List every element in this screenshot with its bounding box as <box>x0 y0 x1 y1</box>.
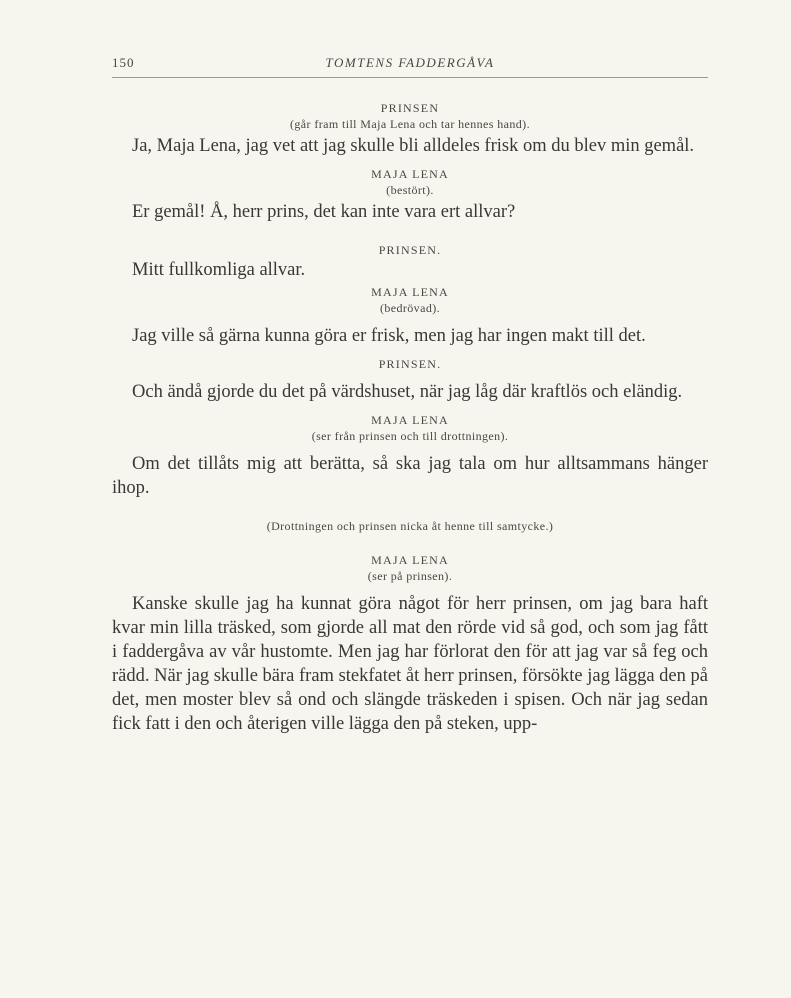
play-text <box>112 100 708 736</box>
speech-text: Jag ville så gärna kunna göra er frisk, men jag har ingen makt till det. <box>132 326 646 346</box>
stage-direction: (går fram till Maja Lena och tar hennes hand). <box>290 117 530 131</box>
speech-text: Kanske skulle jag ha kunnat göra något för herr prinsen, om jag bara haft kvar min lilla träsked, som gjorde all mat den rörde vid så god, och som jag fått i faddergåva av vår hustomte. Men jag har förlorat den för att jag var så feg och rädd. När jag skulle bära fram stekfatet åt herr prinsen, försökte jag lägga den på det, men moster blev så ond och slängde träskeden i spisen. Och när jag sedan fick fatt i den och återigen ville lägga den på steken, upp- <box>112 594 708 734</box>
page-number: 150 <box>112 55 135 70</box>
speaker-name: PRINSEN. <box>378 243 442 257</box>
speaker-name: MAJA LENA <box>371 167 449 181</box>
dialogue-block <box>112 242 708 282</box>
dialogue-block <box>112 284 708 348</box>
running-title: TOMTENS FADDERGÅVA <box>325 55 495 70</box>
dialogue-block <box>112 100 708 158</box>
dialogue-block <box>112 166 708 224</box>
speaker-name: MAJA LENA <box>371 553 449 567</box>
speaker-name: PRINSEN. <box>378 357 442 371</box>
speech-text: Om det tillåts mig att berätta, så ska jag tala om hur alltsammans hänger ihop. <box>112 454 708 498</box>
stage-direction: (ser på prinsen). <box>367 569 453 583</box>
speech-text: Och ändå gjorde du det på värdshuset, när jag låg där kraftlös och eländig. <box>132 382 683 402</box>
dialogue-block <box>112 356 708 404</box>
speaker-name: MAJA LENA <box>371 285 449 299</box>
dialogue-block <box>112 412 708 500</box>
stage-block <box>112 518 708 534</box>
speaker-name: PRINSEN <box>380 101 440 115</box>
speech-text: Ja, Maja Lena, jag vet att jag skulle bli alldeles frisk om du blev min gemål. <box>132 136 695 156</box>
speaker-name: MAJA LENA <box>371 413 449 427</box>
stage-direction: (bestört). <box>386 183 434 197</box>
stage-direction: (bedrövad). <box>379 301 441 315</box>
speech-text: Er gemål! Å, herr prins, det kan inte vara ert allvar? <box>132 202 516 222</box>
dialogue-block <box>112 552 708 736</box>
stage-direction: (ser från prinsen och till drottningen). <box>311 429 509 443</box>
stage-direction: (Drottningen och prinsen nicka åt henne till samtycke.) <box>266 519 554 533</box>
speech-text: Mitt fullkomliga allvar. <box>132 260 306 280</box>
running-head <box>112 55 708 78</box>
